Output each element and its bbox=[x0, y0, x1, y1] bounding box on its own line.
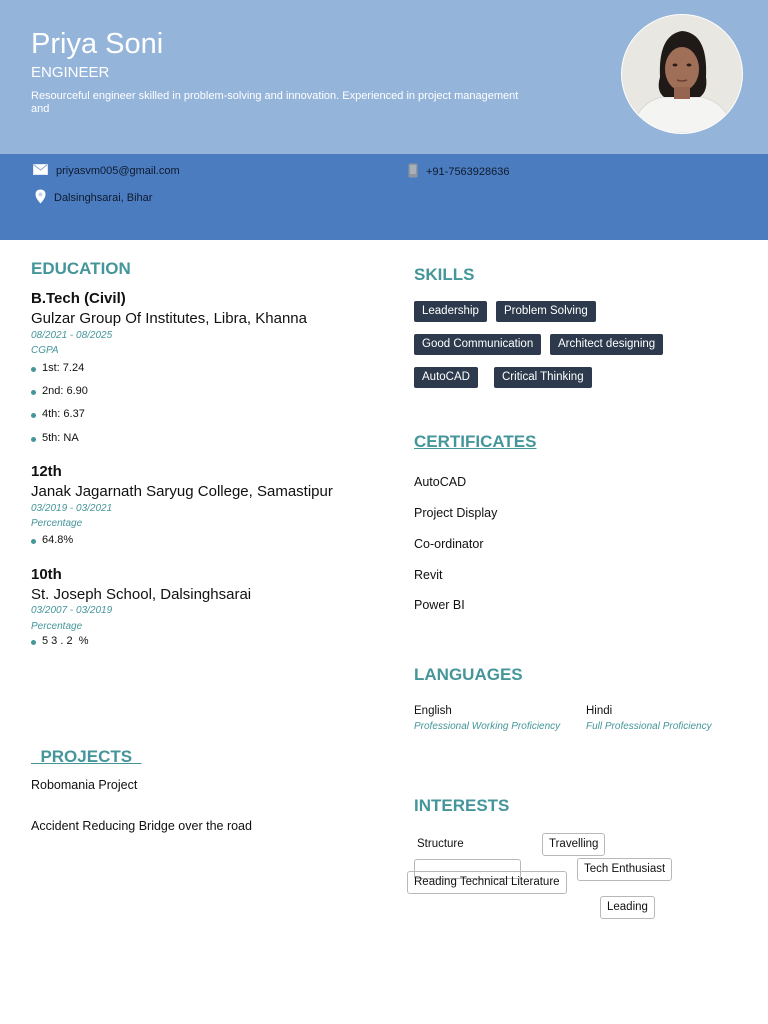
education-heading: EDUCATION bbox=[31, 259, 131, 278]
interests-heading: INTERESTS bbox=[414, 796, 510, 815]
bullet-dot-icon bbox=[31, 539, 36, 544]
bullet-dot-icon bbox=[31, 390, 36, 395]
envelope-icon bbox=[33, 164, 48, 178]
phone-text: +91-7563928636 bbox=[426, 166, 510, 178]
phone-contact[interactable] bbox=[408, 163, 510, 181]
interest-item: Structure bbox=[417, 838, 464, 850]
certificates-heading: CERTIFICATES bbox=[414, 432, 537, 451]
school-name: Gulzar Group Of Institutes, Libra, Khanna bbox=[31, 310, 307, 327]
profile-summary: Resourceful engineer skilled in problem-solving and innovation. Experienced in project management and bbox=[31, 90, 519, 115]
skill-tag: AutoCAD bbox=[414, 367, 478, 388]
location-contact bbox=[35, 189, 152, 207]
certificate-item: Revit bbox=[414, 568, 443, 582]
education-dates: 03/2007 - 03/2019 bbox=[31, 605, 113, 616]
education-dates: 03/2019 - 03/2021 bbox=[31, 503, 113, 514]
project-item: Robomania Project bbox=[31, 778, 138, 792]
certificate-item: AutoCAD bbox=[414, 475, 467, 489]
score-item bbox=[31, 385, 88, 397]
bullet-dot-icon bbox=[31, 413, 36, 418]
project-item: Accident Reducing Bridge over the road bbox=[31, 819, 252, 833]
email-contact[interactable] bbox=[33, 164, 180, 178]
score-text: 4th: 6.37 bbox=[42, 408, 85, 420]
candidate-name: Priya Soni bbox=[31, 28, 164, 60]
interest-item: Travelling bbox=[542, 833, 605, 856]
education-metric: Percentage bbox=[31, 518, 83, 529]
bullet-dot-icon bbox=[31, 640, 36, 645]
language-name: Hindi bbox=[586, 705, 613, 717]
projects-heading: PROJECTS bbox=[31, 747, 142, 766]
score-text: 5 3 . 2 % bbox=[42, 635, 89, 647]
skill-tag: Leadership bbox=[414, 301, 487, 322]
certificate-item: Power BI bbox=[414, 598, 465, 612]
bullet-dot-icon bbox=[31, 437, 36, 442]
skill-tag: Good Communication bbox=[414, 334, 541, 355]
language-level: Full Professional Proficiency bbox=[586, 721, 712, 732]
language-name: English bbox=[414, 705, 452, 717]
degree-title: 12th bbox=[31, 463, 62, 480]
score-text: 2nd: 6.90 bbox=[42, 385, 88, 397]
degree-title: B.Tech (Civil) bbox=[31, 290, 126, 307]
interest-item: Reading Technical Literature bbox=[407, 871, 567, 894]
score-text: 64.8% bbox=[42, 534, 74, 546]
degree-title: 10th bbox=[31, 566, 62, 583]
language-level: Professional Working Proficiency bbox=[414, 721, 561, 732]
score-item bbox=[31, 408, 85, 420]
candidate-role: ENGINEER bbox=[31, 64, 110, 81]
interest-item: Tech Enthusiast bbox=[577, 858, 672, 881]
score-text: 5th: NA bbox=[42, 432, 79, 444]
header-banner bbox=[0, 0, 768, 154]
score-item bbox=[31, 534, 73, 546]
certificate-item: Co-ordinator bbox=[414, 537, 484, 551]
interest-item: Leading bbox=[600, 896, 655, 919]
education-metric: CGPA bbox=[31, 345, 59, 356]
skills-heading: SKILLS bbox=[414, 265, 475, 284]
phone-icon bbox=[408, 163, 418, 181]
bullet-dot-icon bbox=[31, 367, 36, 372]
contact-bar bbox=[0, 154, 768, 240]
education-dates: 08/2021 - 08/2025 bbox=[31, 330, 113, 341]
school-name: St. Joseph School, Dalsinghsarai bbox=[31, 586, 252, 603]
score-item bbox=[31, 432, 79, 444]
languages-heading: LANGUAGES bbox=[414, 665, 523, 684]
profile-photo bbox=[621, 14, 743, 134]
skill-tag: Problem Solving bbox=[496, 301, 596, 322]
education-metric: Percentage bbox=[31, 621, 83, 632]
email-text: priyasvm005@gmail.com bbox=[56, 165, 180, 177]
score-text: 1st: 7.24 bbox=[42, 362, 85, 374]
skill-tag: Critical Thinking bbox=[494, 367, 592, 388]
certificate-item: Project Display bbox=[414, 506, 498, 520]
location-pin-icon bbox=[35, 189, 46, 207]
school-name: Janak Jagarnath Saryug College, Samastipur bbox=[31, 483, 333, 500]
location-text: Dalsinghsarai, Bihar bbox=[54, 192, 153, 204]
skill-tag: Architect designing bbox=[550, 334, 663, 355]
score-item bbox=[31, 362, 84, 374]
score-item bbox=[31, 635, 88, 647]
